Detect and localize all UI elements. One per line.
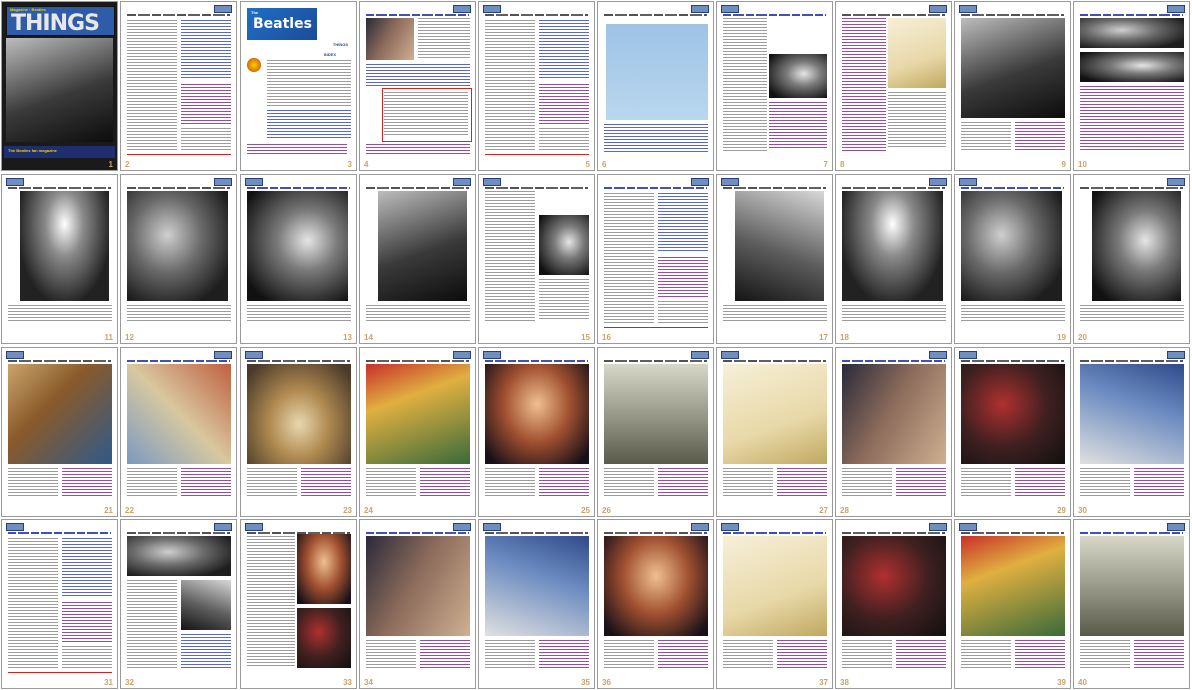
page-thumbnail-25[interactable] [478,347,595,517]
index-heading: INDEX [323,52,336,57]
page-thumbnail-10[interactable] [1073,1,1190,171]
page-thumbnail-13[interactable] [240,174,357,344]
section-header-tab [721,178,739,186]
section-header-tab [959,523,977,531]
article-text [658,640,708,668]
headline [127,187,230,189]
page-number: 28 [840,506,849,515]
article-text [127,305,231,323]
article-text [777,640,827,668]
page-number: 5 [585,160,590,169]
article-text [247,536,295,668]
article-text [301,468,351,496]
section-header-tab [959,178,977,186]
section-header-tab [959,351,977,359]
section-header-tab [6,178,24,186]
article-text [485,640,535,668]
page-thumbnail-18[interactable] [835,174,952,344]
section-header-tab [691,5,709,13]
page-thumbnail-23[interactable] [240,347,357,517]
article-text [723,18,767,152]
page-number: 37 [819,678,828,687]
cover-title: THINGS [11,11,99,36]
section-header-tab [691,178,709,186]
headline [366,532,469,534]
cover-kicker: Magazine · Beatles [10,7,46,12]
index-list-highlight [267,110,351,138]
section-header-tab [245,351,263,359]
page-thumbnail-8[interactable] [835,1,952,171]
page-number: 40 [1078,678,1087,687]
article-text [539,468,589,496]
page-number: 3 [347,160,352,169]
section-header-tab [929,351,947,359]
page-number: 38 [840,678,849,687]
page-photo [539,215,589,275]
headline [485,187,588,189]
headline [127,14,230,16]
page-thumbnail-16[interactable] [597,174,714,344]
page-number: 1 [108,160,113,169]
page-number: 16 [602,333,611,342]
headline [961,187,1064,189]
article-text [127,580,177,668]
article-text [366,305,470,323]
article-text [961,305,1065,323]
page-photo [127,536,231,576]
page-number: 8 [840,160,845,169]
cover-tagline: The Beatles fan magazine [4,146,115,158]
article-text [658,468,708,496]
page-photo [1080,536,1184,636]
headline [366,187,469,189]
page-number: 25 [581,506,590,515]
section-header-tab [453,351,471,359]
article-text [842,640,892,668]
article-text [418,18,470,60]
article-text [1080,305,1184,323]
headline [8,360,111,362]
headline [723,360,826,362]
page-number: 24 [364,506,373,515]
headline [1080,14,1183,16]
page-photo [127,364,231,464]
article-text [777,468,827,496]
section-header-tab [483,523,501,531]
headline [961,360,1064,362]
article-text [247,468,297,496]
headline [961,14,1064,16]
page-number: 39 [1057,678,1066,687]
page-number: 18 [840,333,849,342]
cover-photo [6,38,113,142]
headline [842,532,945,534]
page-photo [842,536,946,636]
article-text [658,193,708,253]
section-header-tab [6,523,24,531]
page-photo [604,364,708,464]
page-photo [181,580,231,630]
page-thumbnail-34[interactable] [359,519,476,689]
page-number: 27 [819,506,828,515]
page-number: 22 [125,506,134,515]
headline [366,14,469,16]
page-photo [366,18,414,60]
article-text [366,64,470,86]
page-number: 21 [104,506,113,515]
article-text [181,634,231,668]
section-header-tab [721,523,739,531]
headline [604,187,707,189]
article-text [604,640,654,668]
headline [723,14,826,16]
page-thumbnail-5[interactable] [478,1,595,171]
page-number: 33 [343,678,352,687]
article-text [366,468,416,496]
section-header-tab [1167,5,1185,13]
page-number: 26 [602,506,611,515]
page-photo [961,536,1065,636]
page-thumbnail-20[interactable] [1073,174,1190,344]
page-thumbnail-40[interactable] [1073,519,1190,689]
article-text [485,20,535,150]
page-photo [20,191,109,301]
page-thumbnail-21[interactable] [1,347,118,517]
page-photo [485,536,589,636]
section-header-tab [483,5,501,13]
index-logo: The Beatles [247,8,317,40]
headline [604,14,707,16]
article-text [181,128,231,150]
page-photo [247,364,351,464]
page-thumbnail-2[interactable] [120,1,237,171]
page-thumbnail-19[interactable] [954,174,1071,344]
article-text [539,128,589,150]
page-number: 35 [581,678,590,687]
page-number: 6 [602,160,607,169]
section-header-tab [721,351,739,359]
page-photo [485,364,589,464]
article-text [420,468,470,496]
article-text [961,468,1011,496]
article-text [485,468,535,496]
page-number: 2 [125,160,130,169]
article-text [604,124,708,152]
article-text [1134,640,1184,668]
page-number: 12 [125,333,134,342]
section-header-tab [691,351,709,359]
page-thumbnail-15[interactable] [478,174,595,344]
headline [485,532,588,534]
article-text [896,640,946,668]
article-text [896,468,946,496]
page-thumbnail-38[interactable] [835,519,952,689]
headline [961,532,1064,534]
page-photo [961,364,1065,464]
page-photo [1080,52,1184,82]
page-number: 11 [104,333,113,342]
page-thumbnail-37[interactable] [716,519,833,689]
page-photo [604,536,708,636]
headline [1080,187,1183,189]
section-header-tab [929,178,947,186]
article-text [539,279,589,319]
page-thumbnail-17[interactable] [716,174,833,344]
headline [842,360,945,362]
headline [1080,532,1183,534]
headline [8,532,111,534]
page-photo [769,54,827,98]
page-thumbnail-27[interactable] [716,347,833,517]
page-number: 34 [364,678,373,687]
article-text [1015,122,1065,150]
section-header-tab [1167,523,1185,531]
section-header-tab [6,351,24,359]
page-photo [366,364,470,464]
page-number: 20 [1078,333,1087,342]
article-text [8,538,58,668]
section-header-tab [959,5,977,13]
page-number: 14 [364,333,373,342]
page-thumbnail-7[interactable] [716,1,833,171]
headline [604,360,707,362]
headline [127,532,230,534]
headline [247,360,350,362]
page-photo [1092,191,1181,301]
article-text [127,20,177,150]
article-text [8,468,58,496]
article-text [723,468,773,496]
article-text [181,468,231,496]
section-header-tab [214,5,232,13]
section-header-tab [453,5,471,13]
section-header-tab [929,5,947,13]
section-header-tab [214,523,232,531]
article-text [1080,86,1184,150]
headline [485,360,588,362]
page-thumbnail-28[interactable] [835,347,952,517]
headline [723,532,826,534]
page-thumbnail-1[interactable] [1,1,118,171]
headline [366,360,469,362]
section-header-tab [721,5,739,13]
section-header-tab [483,351,501,359]
article-text [604,193,654,323]
article-text [62,602,112,642]
section-header-tab [453,178,471,186]
page-number: 10 [1078,160,1087,169]
article-text [485,191,535,321]
section-header-tab [453,523,471,531]
article-text [539,84,589,124]
index-badge-icon [247,58,261,72]
page-number: 36 [602,678,611,687]
article-text [8,305,112,323]
article-text [62,538,112,598]
page-photo [127,191,228,301]
page-thumbnail-39[interactable] [954,519,1071,689]
page-thumbnail-6[interactable] [597,1,714,171]
page-photo [247,191,348,301]
article-text [366,640,416,668]
article-text [181,84,231,124]
article-text [539,640,589,668]
page-photo [735,191,824,301]
page-thumbnail-33[interactable] [240,519,357,689]
index-list [267,60,351,106]
page-thumbnail-4[interactable] [359,1,476,171]
article-text [888,92,946,148]
headline [8,187,111,189]
page-photo [1080,364,1184,464]
page-thumbnail-3[interactable] [240,1,357,171]
headline [247,187,350,189]
section-header-tab [691,523,709,531]
page-thumbnail-29[interactable] [954,347,1071,517]
cover-masthead [6,6,115,36]
article-text [420,640,470,668]
page-photo [366,536,470,636]
article-text [1080,640,1130,668]
page-number: 4 [364,160,369,169]
page-photo [842,191,943,301]
article-text [961,122,1011,150]
page-number: 23 [343,506,352,515]
page-number: 7 [823,160,828,169]
page-number: 31 [104,678,113,687]
page-photo [961,18,1065,118]
headline [842,187,945,189]
section-header-tab [245,523,263,531]
article-text [1134,468,1184,496]
page-thumbnail-9[interactable] [954,1,1071,171]
article-text [62,646,112,668]
article-text [658,301,708,323]
article-text [723,640,773,668]
article-text [658,257,708,297]
page-thumbnail-30[interactable] [1073,347,1190,517]
index-footer [247,144,347,154]
section-header-tab [214,178,232,186]
page-photo [1080,18,1184,48]
section-header-tab [245,178,263,186]
page-number: 17 [819,333,828,342]
section-header-tab [483,178,501,186]
article-text [842,468,892,496]
page-thumbnail-11[interactable] [1,174,118,344]
section-header-tab [929,523,947,531]
article-text [181,20,231,80]
page-number: 15 [581,333,590,342]
article-text [1015,640,1065,668]
article-text [1015,468,1065,496]
article-text [1080,468,1130,496]
page-photo [961,191,1062,301]
headline [485,14,588,16]
article-text [842,18,886,152]
page-thumbnail-26[interactable] [597,347,714,517]
headline [842,14,945,16]
page-number: 19 [1057,333,1066,342]
page-number: 30 [1078,506,1087,515]
page-photo [8,364,112,464]
section-header-tab [214,351,232,359]
page-number: 9 [1061,160,1066,169]
article-text [961,640,1011,668]
article-text [769,102,827,148]
page-photo [888,18,946,88]
article-text [62,468,112,496]
page-thumbnail-14[interactable] [359,174,476,344]
page-thumbnail-31[interactable] [1,519,118,689]
page-photo [297,534,351,604]
page-thumbnail-32[interactable] [120,519,237,689]
article-text [842,305,946,323]
page-thumbnail-24[interactable] [359,347,476,517]
page-number: 13 [343,333,352,342]
page-photo [723,536,827,636]
headline [723,187,826,189]
headline [1080,360,1183,362]
headline [127,360,230,362]
article-text [366,144,470,156]
article-text [604,468,654,496]
page-photo [297,608,351,668]
page-thumbnail-12[interactable] [120,174,237,344]
page-photo [378,191,467,301]
section-header-tab [1167,178,1185,186]
page-number: 29 [1057,506,1066,515]
article-text [127,468,177,496]
page-number: 32 [125,678,134,687]
page-thumbnail-36[interactable] [597,519,714,689]
article-text [539,20,589,80]
section-header-tab [1167,351,1185,359]
map-image [606,24,708,120]
page-thumbnail-22[interactable] [120,347,237,517]
headline [604,532,707,534]
article-text [247,305,351,323]
page-photo [842,364,946,464]
article-text [384,92,468,136]
page-thumbnail-35[interactable] [478,519,595,689]
page-photo [723,364,827,464]
index-subtitle: THINGS [332,42,348,47]
article-text [723,305,827,323]
